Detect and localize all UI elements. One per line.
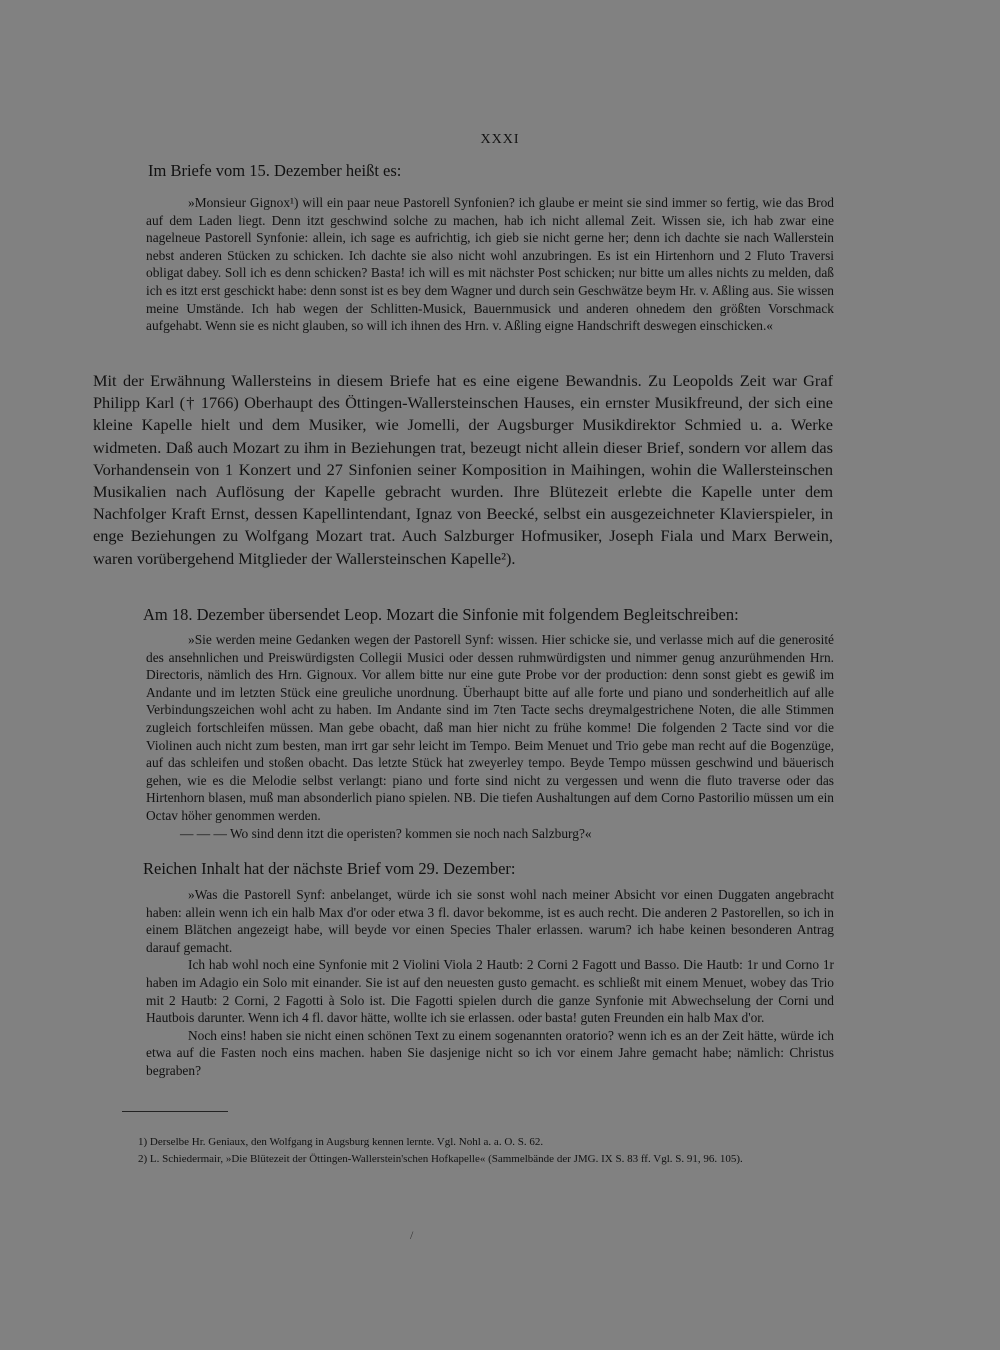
letter-quote-2 <box>146 631 834 842</box>
footnote-divider <box>122 1111 228 1112</box>
quote-paragraph: Ich hab wohl noch eine Synfonie mit 2 Violini Viola 2 Hautb: 2 Corni 2 Fagott und Basso. Die Hautb: 1r und Corno 1r haben im Adagio ein Solo mit einander. Sie ist auf den neuesten gusto gemacht. es schließt mit einem Menuet, wobey das Trio mit 2 Hautb: 2 Corni, 2 Fagotti à Solo ist. Die Fagotti spielen durch die ganze Synfonie mit Abwechselung der Corni und Hautbois darunter. Wenn ich 4 fl. davor hätte, wollte ich sie erlassen. oder basta! guten Freunden ein halb Max d'or. <box>146 957 834 1026</box>
footnote-1: 1) Derselbe Hr. Geniaux, den Wolfgang in Augsburg kennen lernte. Vgl. Nohl a. a. O. S. 62. <box>138 1136 544 1148</box>
quote-paragraph: »Was die Pastorell Synf: anbelanget, würde ich sie sonst wohl nach meiner Absicht vor einen Duggaten angebracht haben: allein wenn ich ein halb Max d'or oder etwa 3 fl. davor bekomme, ist es auch recht. Die anderen 2 Pastorellen, so ich in einem Blätchen angezeigt habe, will beyde vor einen Species Thaler erlassen. warum? ich habe keinen besonderen Antrag darauf gemacht. <box>146 887 834 955</box>
quote-paragraph: Noch eins! haben sie nicht einen schönen Text zu einem sogenannten oratorio? wenn ich es an der Zeit hätte, würde ich etwa auf die Fasten noch eins machen. haben Sie dasjenige nicht so ich vor einem Jahre gemacht habe; nämlich: Christus begraben? <box>146 1027 834 1078</box>
quote-closing: — — — Wo sind denn itzt die operisten? kommen sie noch nach Salzburg?« <box>180 825 592 841</box>
intro-line-2: Am 18. Dezember übersendet Leop. Mozart die Sinfonie mit folgendem Begleitschreiben: <box>143 605 739 624</box>
intro-line-3: Reichen Inhalt hat der nächste Brief vom 29. Dezember: <box>143 859 516 878</box>
footnotes <box>138 1134 838 1168</box>
stray-mark: / <box>410 1228 414 1242</box>
intro-line-1: Im Briefe vom 15. Dezember heißt es: <box>148 161 402 180</box>
letter-quote-1 <box>146 194 834 335</box>
main-paragraph: Mit der Erwähnung Wallersteins in diesem Briefe hat es eine eigene Bewandnis. Zu Leopolds Zeit war Graf Philipp Karl († 1766) Oberhaupt des Öttingen-Wallersteinschen Hauses, ein ernster Musikfreund, der sich eine kleine Kapelle hielt und dem Musiker, wie Jomelli, der Augsburger Musikdirektor Schmied u. a. Werke widmeten. Daß auch Mozart zu ihm in Beziehungen trat, bezeugt nicht allein dieser Brief, sondern vor allem das Vorhandensein von 1 Konzert und 27 Sinfonien seiner Komposition in Maihingen, wohin die Wallersteinschen Musikalien nach Auflösung der Kapelle gebracht wurden. Ihre Blütezeit erlebte die Kapelle unter dem Nachfolger Kraft Ernst, dessen Kapellintendant, Ignaz von Beecké, selbst ein ausgezeichneter Klavierspieler, in enge Beziehungen zu Wolfgang Mozart trat. Auch Salzburger Hofmusiker, Joseph Fiala und Marx Berwein, waren vorübergehend Mitglieder der Wallersteinschen Kapelle²). <box>93 371 833 568</box>
letter-quote-3 <box>146 886 834 1080</box>
page-number: XXXI <box>480 132 520 147</box>
footnote-2: 2) L. Schiedermair, »Die Blütezeit der Öttingen-Wallerstein'schen Hofkapelle« (Sammelbände der JMG. IX S. 83 ff. Vgl. S. 91, 96. 105). <box>138 1153 743 1165</box>
quote-paragraph: »Monsieur Gignox¹) will ein paar neue Pastorell Synfonien? ich glaube er meint sie sind immer so fertig, wie das Brod auf dem Laden liegt. Denn itzt geschwind solche zu machen, hab ich nicht allemal Zeit. Wissen sie, ich hab zwar eine nagelneue Pastorell Synfonie: allein, ich sage es aufrichtig, ich gieb sie nicht gerne her; denn ich dachte sie nach Wallerstein nebst anderen Stücken zu schicken. Ich dachte sie also nicht wohl anzubringen. Es ist ein Hirtenhorn und 2 Fluto Traversi obligat dabey. Soll ich es denn schicken? Basta! ich will es mit nächster Post schicken; nur bitte um alles nichts zu melden, daß ich es itzt erst geschickt habe: denn sonst ist es bey dem Wagner und durch sein Geschwätze beym Hr. v. Aßling aus. Sie wissen meine Umstände. Ich hab wegen der Schlitten-Musick, Bauernmusick und anderen ohnedem den größten Vorschmack aufgehabt. Wenn sie es nicht glauben, so will ich ihnen des Hrn. v. Aßling eigne Handschrift deswegen einschicken.« <box>146 195 834 334</box>
quote-paragraph: »Sie werden meine Gedanken wegen der Pastorell Synf: wissen. Hier schicke sie, und verlasse mich auf die generosité des ansehnlichen und Preiswürdigsten Collegii Musici oder dessen ruhmwürdigsten und nimmer genug anzurühmenden Hrn. Directoris, nämlich des Hrn. Gignoux. Vor allem bitte nur eine gute Probe vor der production: denn sonst giebt es gewiß im Andante und im letzten Stück eine greuliche unordnung. Überhaupt bitte auf alle forte und piano und sonderheitlich auf alle Verbindungszeichen wohl acht zu haben. Im Andante sind im 7ten Tacte sechs dreymalgestrichene Noten, die alle Stimmen zugleich fortschleifen müssen. Man gebe obacht, daß man hier nicht zu frühe komme! Die folgenden 2 Tacte sind vor die Violinen auch nicht zum besten, man irrt gar sehr leicht im Tempo. Beim Menuet und Trio gebe man recht auf die Bogenzüge, auf das schleifen und stoßen obacht. Das letzte Stück hat zweyerley tempo. Beyde Tempo müssen geschwind und bäuerisch gehen, wie es die Melodie selbst verlangt: piano und forte sind nicht zu vergessen und wenn die fluto traverse oder das Hirtenhorn blasen, muß man absonderlich piano spielen. NB. Die tiefen Aushaltungen auf dem Corno Pastorilio müssen um ein Octav höher genommen werden. <box>146 632 834 823</box>
